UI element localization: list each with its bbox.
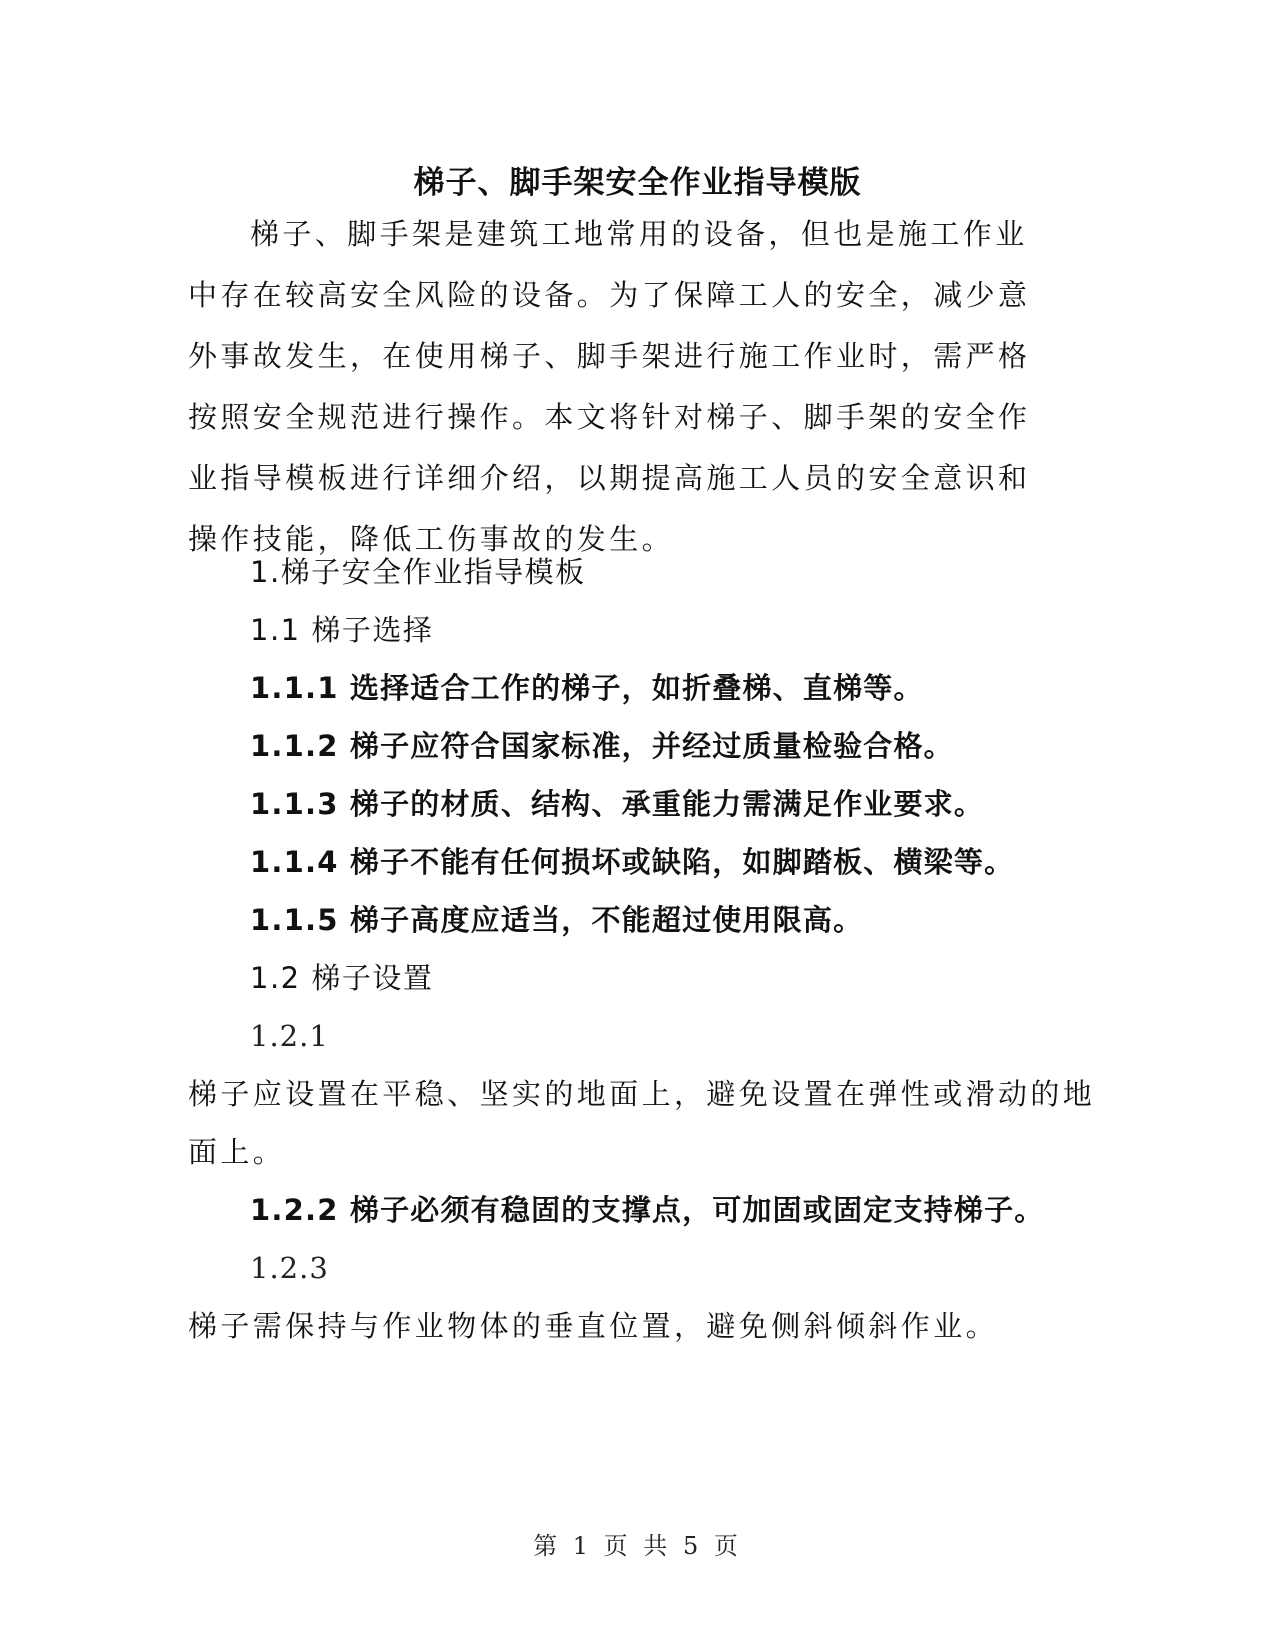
- item-1-1-2: 1.1.2 梯子应符合国家标准，并经过质量检验合格。: [250, 729, 954, 763]
- section-1-2-heading: 1.2 梯子设置: [250, 961, 434, 995]
- item-1-1-5: 1.1.5 梯子高度应适当，不能超过使用限高。: [250, 903, 864, 937]
- item-1-2-3-number: 1.2.3: [250, 1251, 329, 1285]
- item-1-2-1-text-line2: 面上。: [188, 1135, 286, 1169]
- section-1-heading: 1.梯子安全作业指导模板: [250, 555, 586, 589]
- item-1-1-4: 1.1.4 梯子不能有任何损坏或缺陷，如脚踏板、横梁等。: [250, 845, 1015, 879]
- item-1-2-1-number: 1.2.1: [250, 1019, 329, 1053]
- intro-paragraph: 梯子、脚手架是建筑工地常用的设备，但也是施工作业中存在较高安全风险的设备。为了保障工人的安全，减少意外事故发生，在使用梯子、脚手架进行施工作业时，需严格按照安全规范进行操作。本文将针对梯子、脚手架的安全作业指导模板进行详细介绍，以期提高施工人员的安全意识和操作技能，降低工伤事故的发生。: [188, 217, 1031, 556]
- item-1-2-2: 1.2.2 梯子必须有稳固的支撑点，可加固或固定支持梯子。: [250, 1193, 1045, 1227]
- item-1-2-1-text-line1: 梯子应设置在平稳、坚实的地面上，避免设置在弹性或滑动的地: [188, 1077, 1096, 1111]
- page-number-footer: 第 1 页 共 5 页: [533, 1532, 742, 1560]
- item-1-2-3-text: 梯子需保持与作业物体的垂直位置，避免侧斜倾斜作业。: [188, 1309, 999, 1343]
- section-1-1-heading: 1.1 梯子选择: [250, 613, 434, 647]
- item-1-1-1: 1.1.1 选择适合工作的梯子，如折叠梯、直梯等。: [250, 671, 924, 705]
- document-title: 梯子、脚手架安全作业指导模版: [413, 164, 862, 201]
- item-1-1-3: 1.1.3 梯子的材质、结构、承重能力需满足作业要求。: [250, 787, 985, 821]
